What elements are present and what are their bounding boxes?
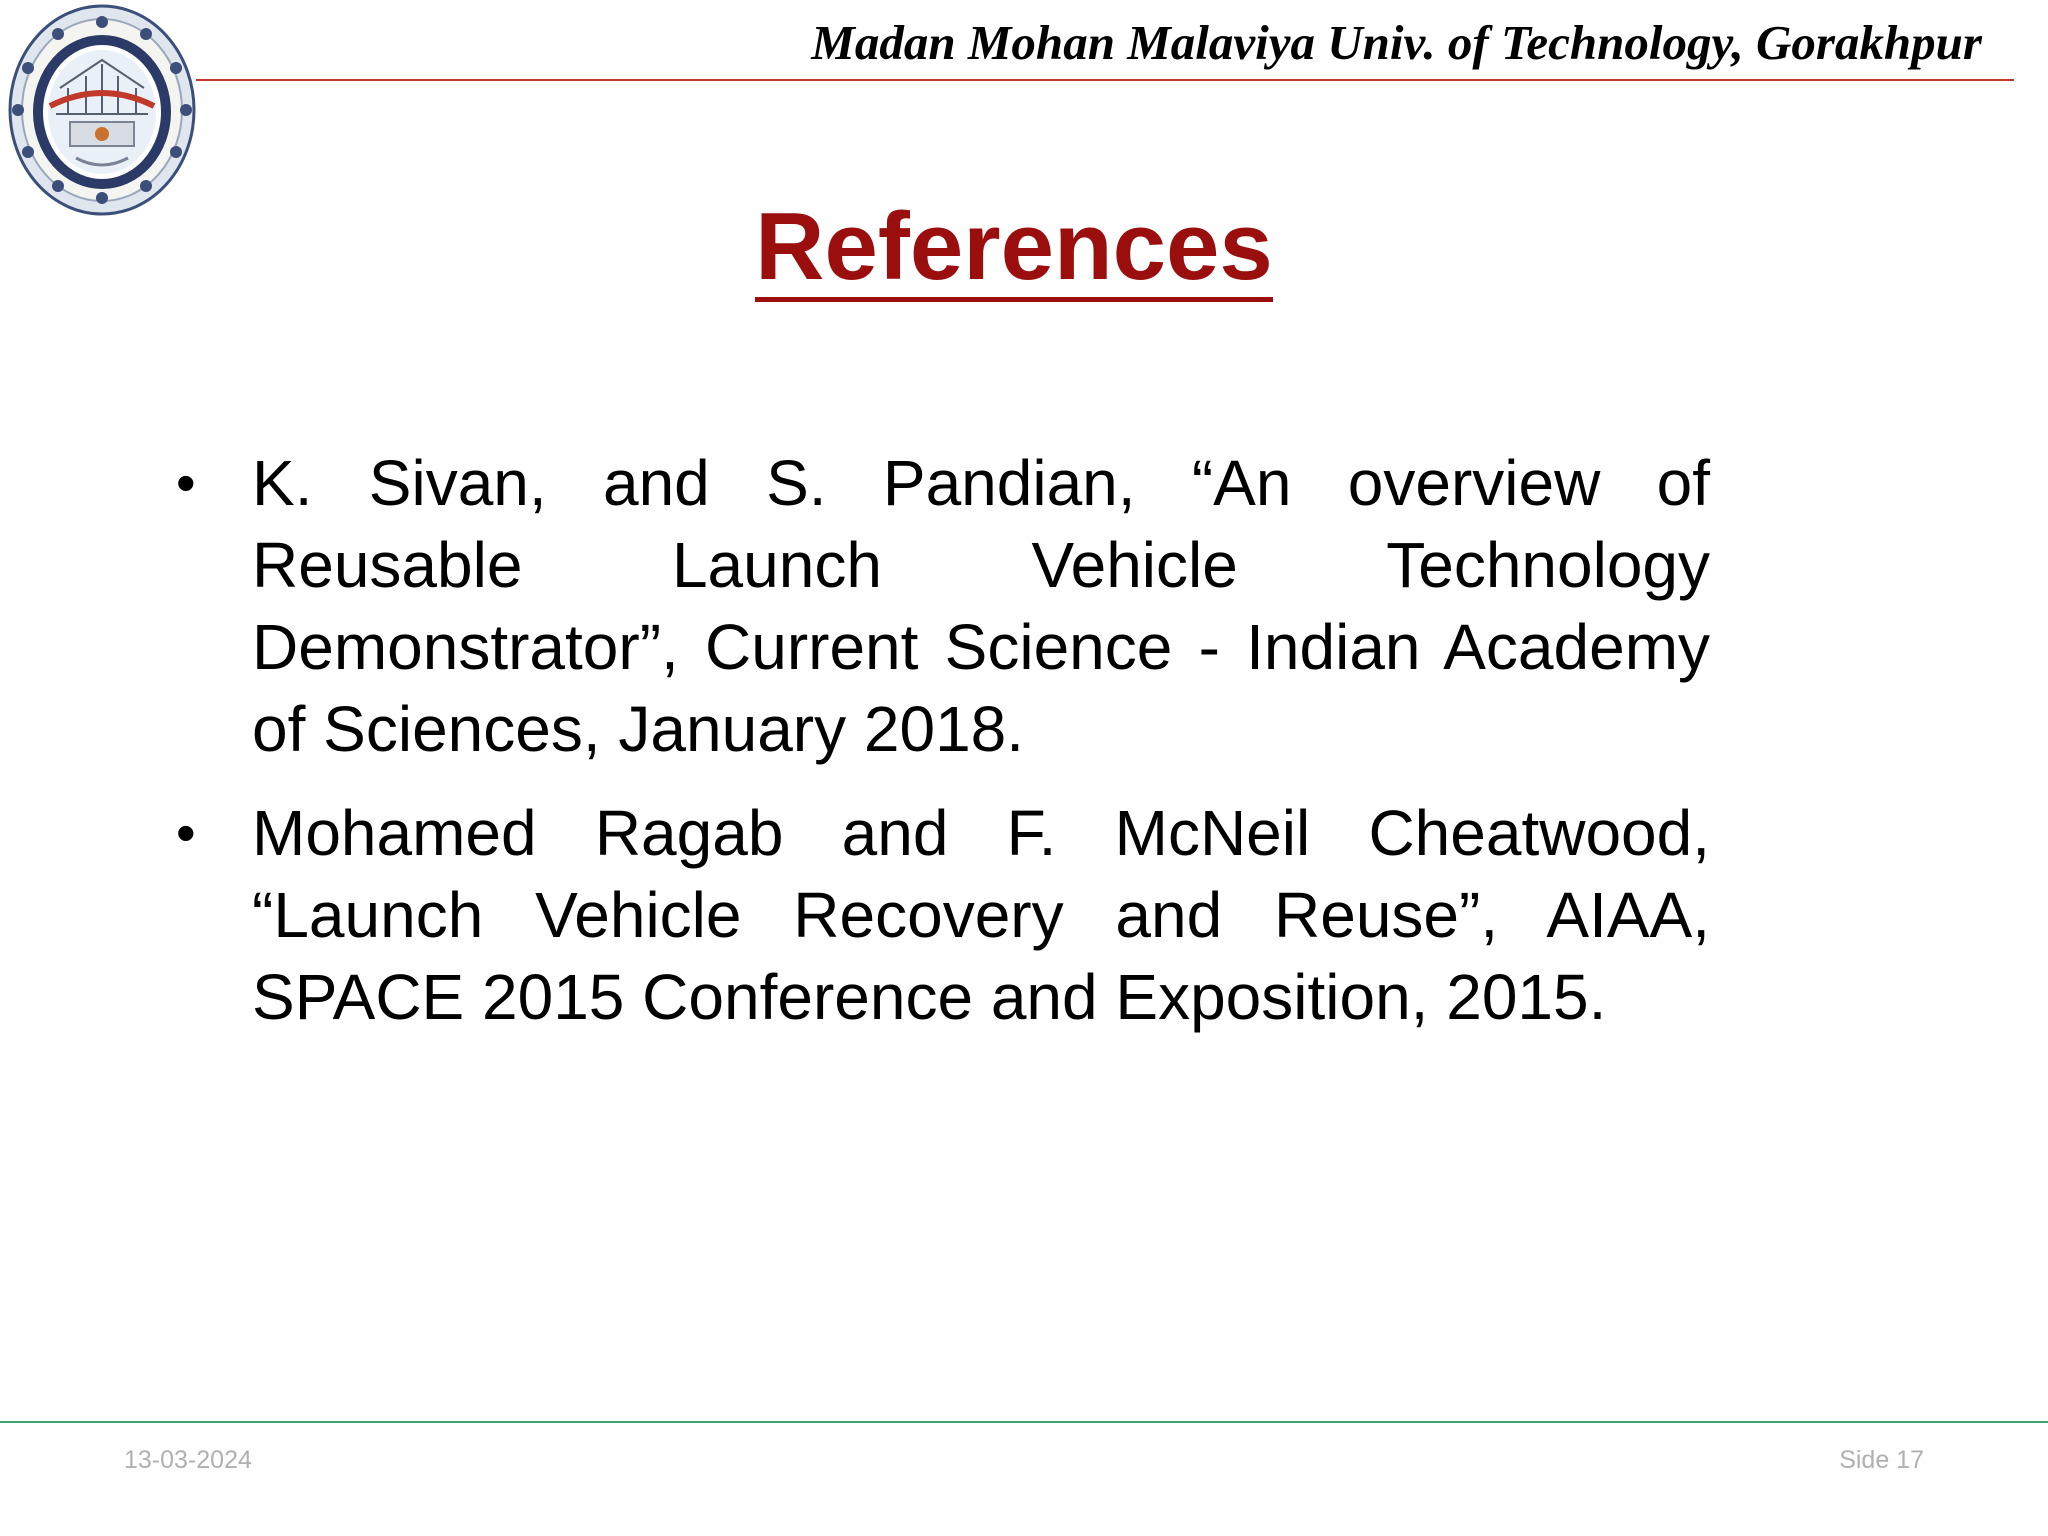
list-item bbox=[166, 442, 1710, 770]
footer-date: 13-03-2024 bbox=[124, 1446, 252, 1474]
institution-name: Madan Mohan Malaviya Univ. of Technology, Gorakhpur bbox=[811, 15, 1982, 70]
bullet: • bbox=[176, 801, 196, 864]
university-seal-icon bbox=[6, 2, 198, 218]
reference-text: K. Sivan, and S. Pandian, “An overview of Reusable Launch Vehicle Technology Demonstrator”, Current Science - Indian Academy of Sciences, January 2018. bbox=[252, 447, 1710, 765]
header-divider bbox=[196, 79, 2014, 81]
reference-text: Mohamed Ragab and F. McNeil Cheatwood, “Launch Vehicle Recovery and Reuse”, AIAA, SPACE 2015 Conference and Exposition, 2015. bbox=[252, 797, 1710, 1033]
slide-number: Side 17 bbox=[1839, 1446, 1924, 1474]
list-item bbox=[166, 792, 1710, 1038]
bullet: • bbox=[176, 451, 196, 514]
reference-list bbox=[166, 442, 1710, 1060]
slide-title bbox=[0, 192, 2028, 302]
slide-title-text: References bbox=[755, 193, 1273, 300]
footer-divider bbox=[0, 1421, 2048, 1423]
